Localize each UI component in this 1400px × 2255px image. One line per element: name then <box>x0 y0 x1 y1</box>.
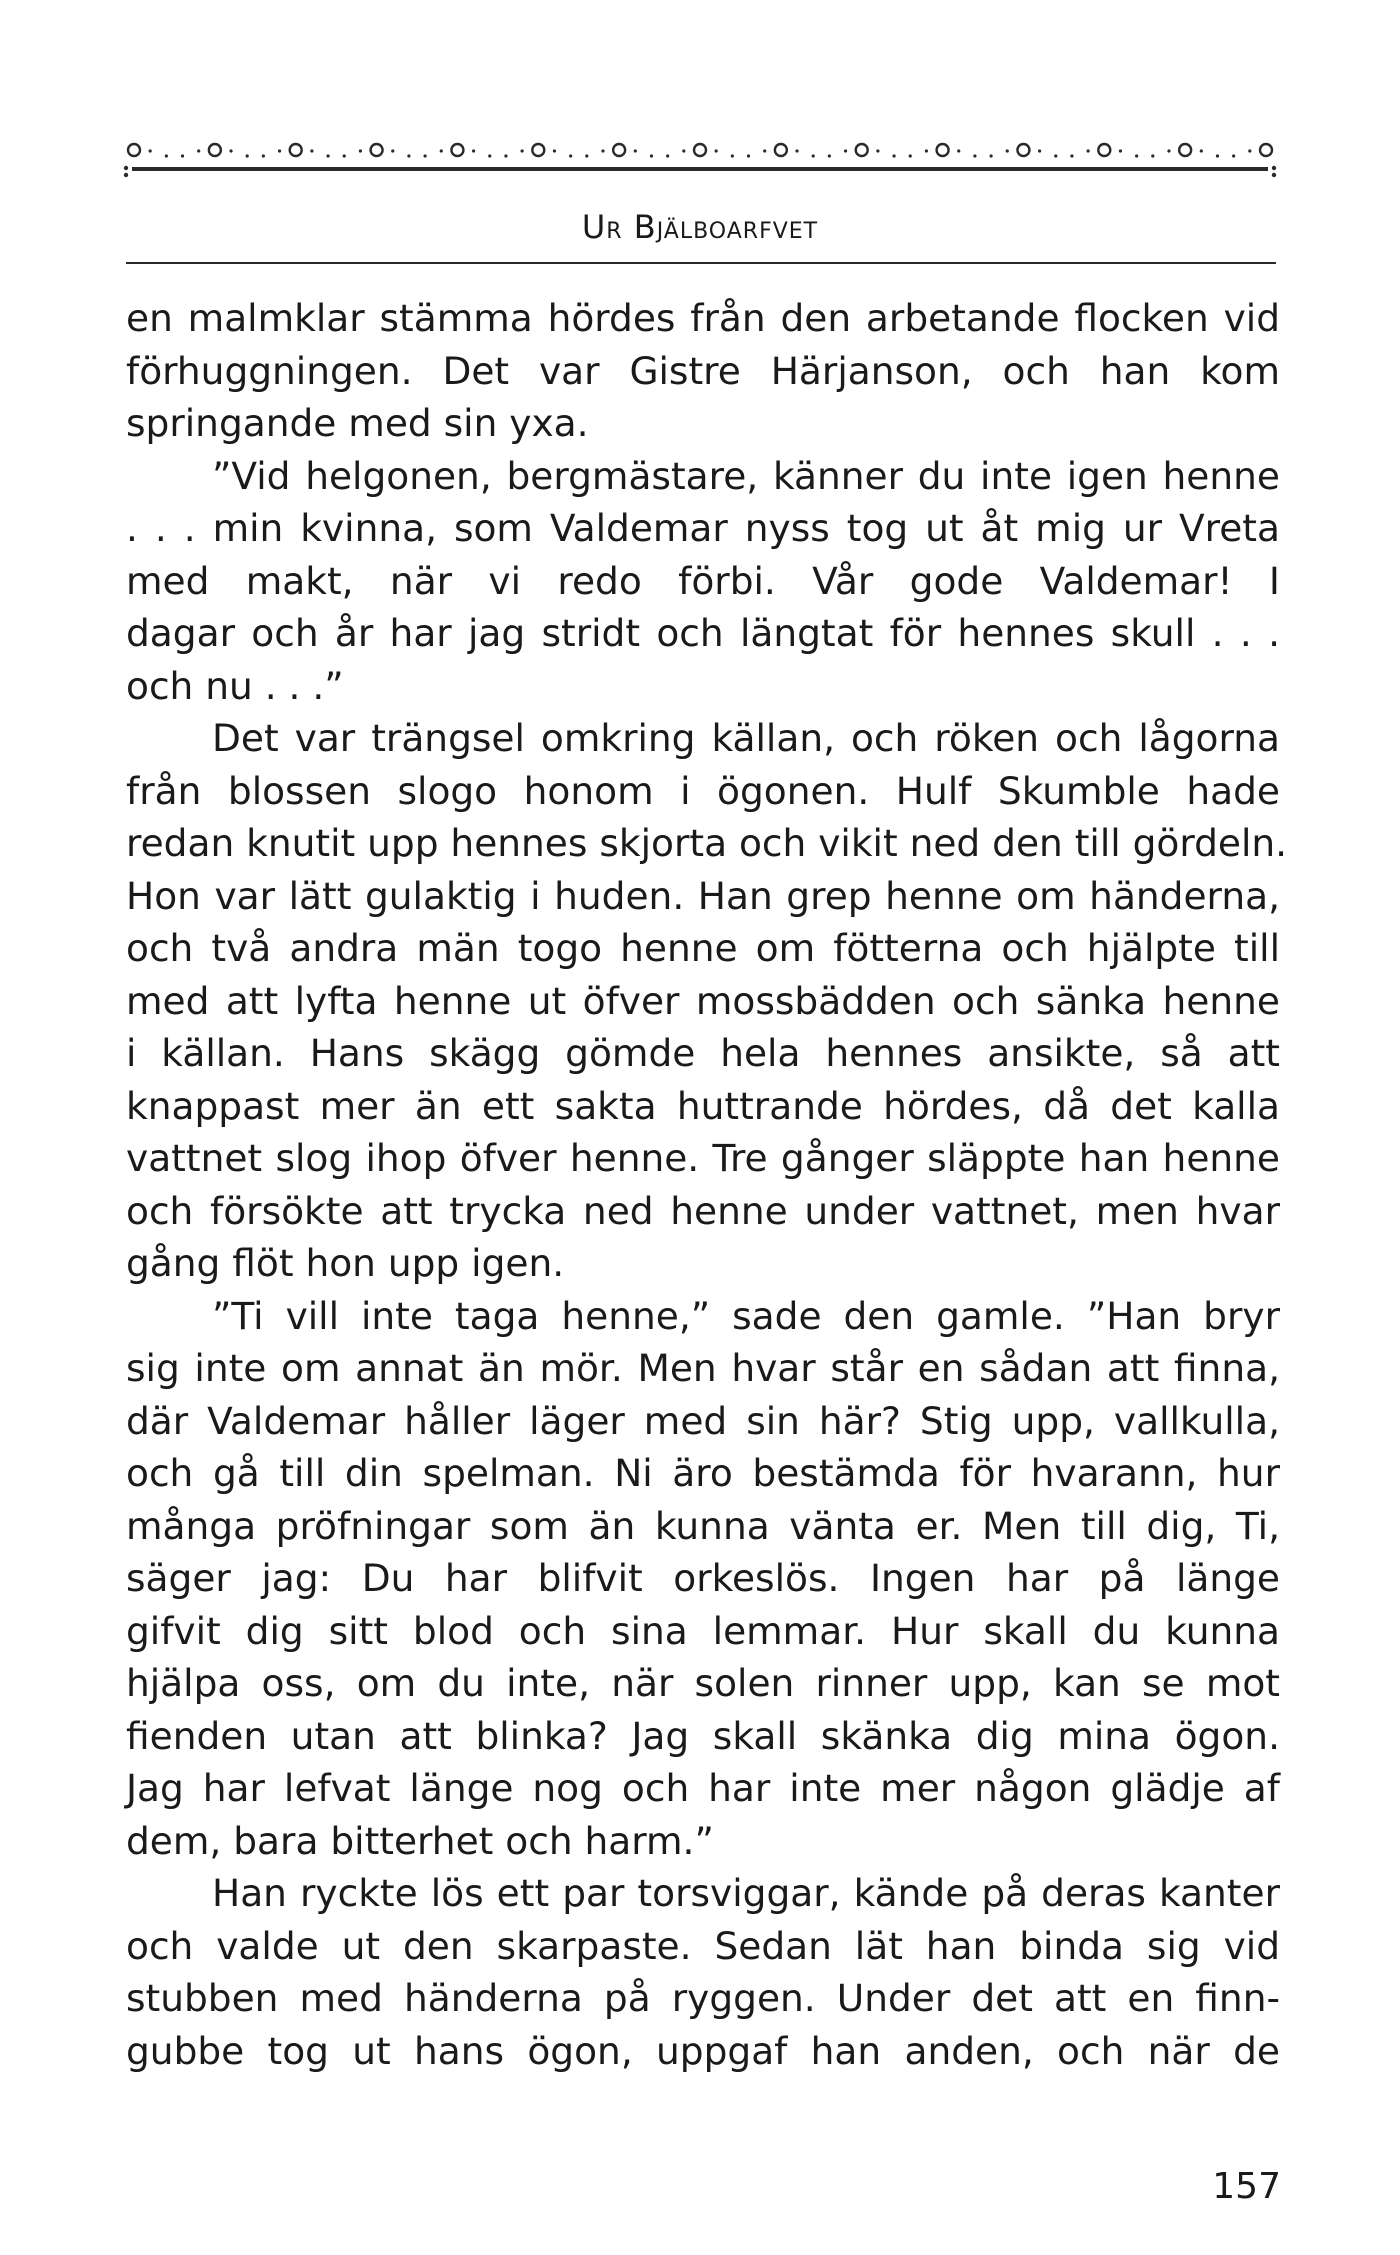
ornament-dot <box>715 149 718 152</box>
ornament-circle <box>371 144 383 156</box>
text-line: en malmklar stämma hördes från den arbetande flocken vid <box>126 296 1280 340</box>
text-line: dagar och år har jag stridt och längtat för hennes skull . . . <box>126 611 1280 655</box>
text-line: . . . min kvinna, som Valdemar nyss tog ut åt mig ur Vreta <box>126 506 1280 550</box>
text-line: Det var trängsel omkring källan, och röken och lågorna <box>212 716 1280 760</box>
ornament-dot <box>1070 154 1073 157</box>
ornament-dot <box>666 154 669 157</box>
ornament-dot <box>1167 149 1170 152</box>
ornament-dot <box>149 149 152 152</box>
text-line: många pröfningar som än kunna vänta er. Men till dig, Ti, <box>126 1503 1280 1548</box>
ornament-dot <box>650 154 653 157</box>
ornament-dot <box>472 149 475 152</box>
ornament-dot <box>278 149 281 152</box>
ornament-dot <box>909 154 912 157</box>
ornament-corner-left-2 <box>124 173 128 177</box>
ornament-dot <box>1038 149 1041 152</box>
ornament-corner-right-2 <box>1272 173 1276 177</box>
text-line: och valde ut den skarpaste. Sedan lät han binda sig vid <box>126 1923 1280 1968</box>
ornament-dot <box>1119 149 1122 152</box>
text-line: gång flöt hon upp igen. <box>126 1241 565 1285</box>
ornament-circle <box>451 144 463 156</box>
ornament-dot <box>1135 154 1138 157</box>
text-line: hjälpa oss, om du inte, när solen rinner upp, kan se mot <box>126 1661 1280 1705</box>
ornament-dot <box>343 154 346 157</box>
ornament-dot <box>1248 149 1251 152</box>
text-line: där Valdemar håller läger med sin här? Stig upp, vallkulla, <box>126 1398 1280 1443</box>
ornament-dot <box>359 149 362 152</box>
ornament-dot <box>1087 149 1090 152</box>
ornament-dot <box>423 154 426 157</box>
ornament-dot <box>1232 154 1235 157</box>
ornament-dot <box>1151 154 1154 157</box>
ornament-circle <box>694 144 706 156</box>
ornament-dot <box>246 154 249 157</box>
ornament-dot <box>407 154 410 157</box>
ornament-circle <box>1017 144 1029 156</box>
ornament-circle <box>1179 144 1191 156</box>
ornament-dot <box>747 154 750 157</box>
ornament-rule <box>132 167 1268 171</box>
text-line: ”Ti vill inte taga henne,” sade den gamle. ”Han bryr <box>212 1293 1280 1338</box>
ornament-corner-right <box>1272 166 1276 170</box>
ornament-dot <box>601 149 604 152</box>
text-line: från blossen slogo honom i ögonen. Hulf Skumble hade <box>126 768 1280 813</box>
ornament-dot <box>181 154 184 157</box>
ornament-dot <box>1200 149 1203 152</box>
ornament-circle <box>775 144 787 156</box>
ornament-dot <box>812 154 815 157</box>
ornament-dot <box>828 154 831 157</box>
text-line: redan knutit upp hennes skjorta och vikit ned den till gördeln. <box>126 821 1288 865</box>
text-line: fienden utan att blinka? Jag skall skänka dig mina ögon. <box>126 1713 1280 1758</box>
text-line: gubbe tog ut hans ögon, uppgaf han anden, och när de <box>126 2028 1280 2073</box>
ornamental-header-border <box>120 138 1280 178</box>
text-line: förhuggningen. Det var Gistre Härjanson, och han kom <box>126 348 1280 393</box>
ornament-circle <box>856 144 868 156</box>
ornament-dot <box>634 149 637 152</box>
ornament-circle <box>937 144 949 156</box>
ornament-dot <box>310 149 313 152</box>
ornament-dot <box>731 154 734 157</box>
ornament-dot <box>876 149 879 152</box>
header-rule <box>126 262 1276 264</box>
page-number: 157 <box>1212 2166 1281 2207</box>
ornament-circle <box>128 144 140 156</box>
text-line: springande med sin yxa. <box>126 401 589 445</box>
text-line: dem, bara bitterhet och harm.” <box>126 1818 714 1863</box>
ornament-dot <box>682 149 685 152</box>
ornament-dot <box>1054 154 1057 157</box>
ornament-dot <box>262 154 265 157</box>
ornament-circle <box>532 144 544 156</box>
ornament-corner-left <box>124 166 128 170</box>
ornament-dot <box>440 149 443 152</box>
ornament-dot <box>553 149 556 152</box>
ornament-dot <box>957 149 960 152</box>
ornament-circle <box>209 144 221 156</box>
ornament-dot <box>585 154 588 157</box>
text-line: Hon var lätt gulaktig i huden. Han grep henne om händerna, <box>126 873 1280 918</box>
ornament-dot <box>521 149 524 152</box>
text-line: med makt, när vi redo förbi. Vår gode Valdemar! I <box>126 558 1280 603</box>
ornament-dot <box>844 149 847 152</box>
text-line: med att lyfta henne ut öfver mossbädden och sänka henne <box>126 978 1280 1023</box>
ornament-circle <box>1098 144 1110 156</box>
ornament-dot <box>1006 149 1009 152</box>
text-line: och försökte att trycka ned henne under vattnet, men hvar <box>126 1188 1280 1233</box>
ornament-dot <box>892 154 895 157</box>
ornament-dot <box>925 149 928 152</box>
ornament-circle <box>290 144 302 156</box>
text-line: Jag har lefvat länge nog och har inte mer någon glädje af <box>126 1766 1280 1810</box>
text-line: i källan. Hans skägg gömde hela hennes ansikte, så att <box>126 1031 1280 1075</box>
text-line: gifvit dig sitt blod och sina lemmar. Hur skall du kunna <box>126 1608 1280 1653</box>
ornament-dot <box>197 149 200 152</box>
ornament-dot <box>165 154 168 157</box>
body-text <box>126 292 1288 2077</box>
ornament-dot <box>391 149 394 152</box>
ornament-circles <box>128 144 1272 156</box>
text-line: stubben med händerna på ryggen. Under det att en finn- <box>126 1976 1280 2020</box>
ornament-dot <box>763 149 766 152</box>
ornament-dot <box>326 154 329 157</box>
text-line: säger jag: Du har blifvit orkeslös. Ingen har på länge <box>126 1556 1280 1600</box>
text-line: Han ryckte lös ett par torsviggar, kände på deras kanter <box>212 1871 1280 1915</box>
ornament-dot <box>488 154 491 157</box>
ornament-dot <box>973 154 976 157</box>
text-line: sig inte om annat än mör. Men hvar står en sådan att finna, <box>126 1346 1280 1390</box>
ornament-circle <box>1260 144 1272 156</box>
text-line: knappast mer än ett sakta huttrande hördes, då det kalla <box>126 1083 1280 1128</box>
ornament-dot <box>1216 154 1219 157</box>
ornament-dot <box>504 154 507 157</box>
text-line: och nu . . .” <box>126 663 344 708</box>
text-line: och två andra män togo henne om fötterna och hjälpte till <box>126 926 1280 970</box>
ornament-circle <box>613 144 625 156</box>
text-line: och gå till din spelman. Ni äro bestämda för hvarann, hur <box>126 1451 1280 1495</box>
text-line: ”Vid helgonen, bergmästare, känner du inte igen henne <box>212 453 1280 498</box>
ornament-dot <box>229 149 232 152</box>
ornament-dot <box>569 154 572 157</box>
text-line: vattnet slog ihop öfver henne. Tre gånger släppte han henne <box>126 1136 1280 1180</box>
running-head: Ur Bjälboarfvet <box>581 208 819 246</box>
ornament-dot <box>795 149 798 152</box>
ornament-dot <box>989 154 992 157</box>
